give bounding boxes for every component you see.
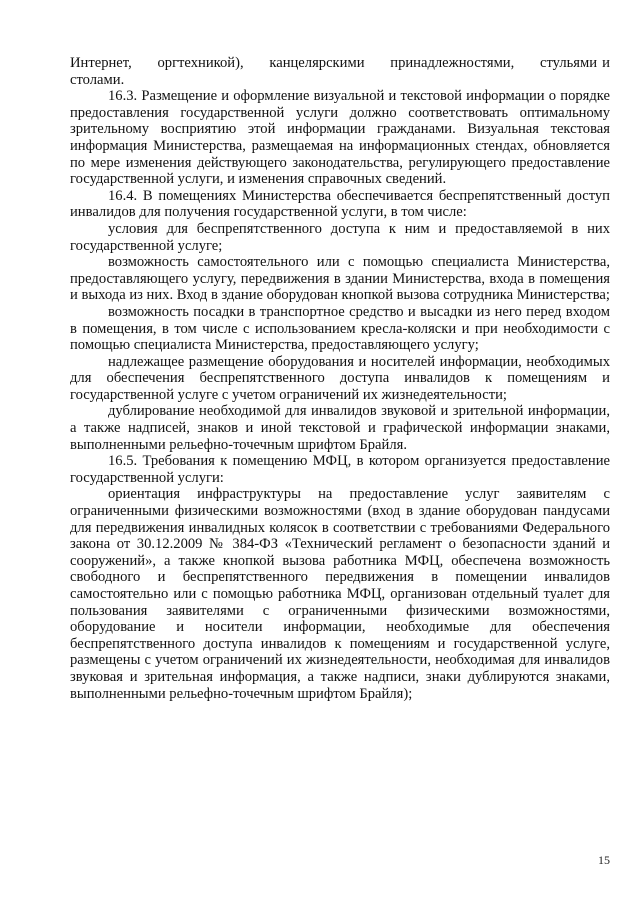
paragraph-16-4: 16.4. В помещениях Министерства обеспечивается беспрепятственный доступ инвалидов для получения государственной услуги, в том числе:: [70, 187, 610, 221]
paragraph-16-3: 16.3. Размещение и оформление визуальной и текстовой информации о порядке предоставления государственной услуги должно соответствовать оптимальному зрительному восприятию этой информации гражданами. Визуальная текстовая информация Министерства, размещаемая на информационных стендах, обновляется по мере изменения действующего законодательства, регулирующего предоставление государственной услуги, и изменения справочных сведений.: [70, 88, 610, 188]
document-page: [70, 55, 610, 702]
page-number: 15: [598, 853, 610, 867]
paragraph-infrastructure-orientation: ориентация инфраструктуры на предоставление услуг заявителям с ограниченными физическими возможностями (вход в здание оборудован пандусами для передвижения инвалидных колясок в соответствии с требованиями Федерального закона от 30.12.2009 № 384-ФЗ «Технический регламент о безопасности зданий и сооружений», а также кнопкой вызова работника МФЦ, обеспечена возможность свободного и беспрепятственного передвижения в помещении инвалидов самостоятельно или с помощью работника МФЦ, организован отдельный туалет для пользования заявителями с ограниченными физическими возможностями, оборудование и носители информации, необходимые для обеспечения беспрепятственного доступа инвалидов к помещениям и государственной услуге, размещены с учетом ограничений их жизнедеятельности, необходимая для инвалидов звуковая и зрительная информация, а также надписи, знаки дублируются знаками, выполненными рельефно-точечным шрифтом Брайля);: [70, 486, 610, 702]
paragraph-continuation: Интернет, оргтехникой), канцелярскими принадлежностями, стульями и столами.: [70, 55, 610, 88]
paragraph-independent-movement: возможность самостоятельного или с помощью специалиста Министерства, предоставляющего услугу, передвижения в здании Министерства, входа в помещения и выхода из них. Вход в здание оборудован кнопкой вызова сотрудника Министерства;: [70, 254, 610, 304]
paragraph-access-conditions: условия для беспрепятственного доступа к ним и предоставляемой в них государственной услуге;: [70, 220, 610, 254]
paragraph-16-5: 16.5. Требования к помещению МФЦ, в котором организуется предоставление государственной услуги:: [70, 453, 610, 486]
paragraph-equipment-placement: надлежащее размещение оборудования и носителей информации, необходимых для обеспечения беспрепятственного доступа инвалидов к помещениям и государственной услуге с учетом ограничений их жизнедеятельности;: [70, 353, 610, 403]
paragraph-vehicle-boarding: возможность посадки в транспортное средство и высадки из него перед входом в помещения, в том числе с использованием кресла-коляски и при необходимости с помощью специалиста Министерства, предоставляющего услугу;: [70, 303, 610, 354]
paragraph-braille-duplication: дублирование необходимой для инвалидов звуковой и зрительной информации, а также надписей, знаков и иной текстовой и графической информации знаками, выполненными рельефно-точечным шрифтом Брайля.: [70, 403, 610, 453]
